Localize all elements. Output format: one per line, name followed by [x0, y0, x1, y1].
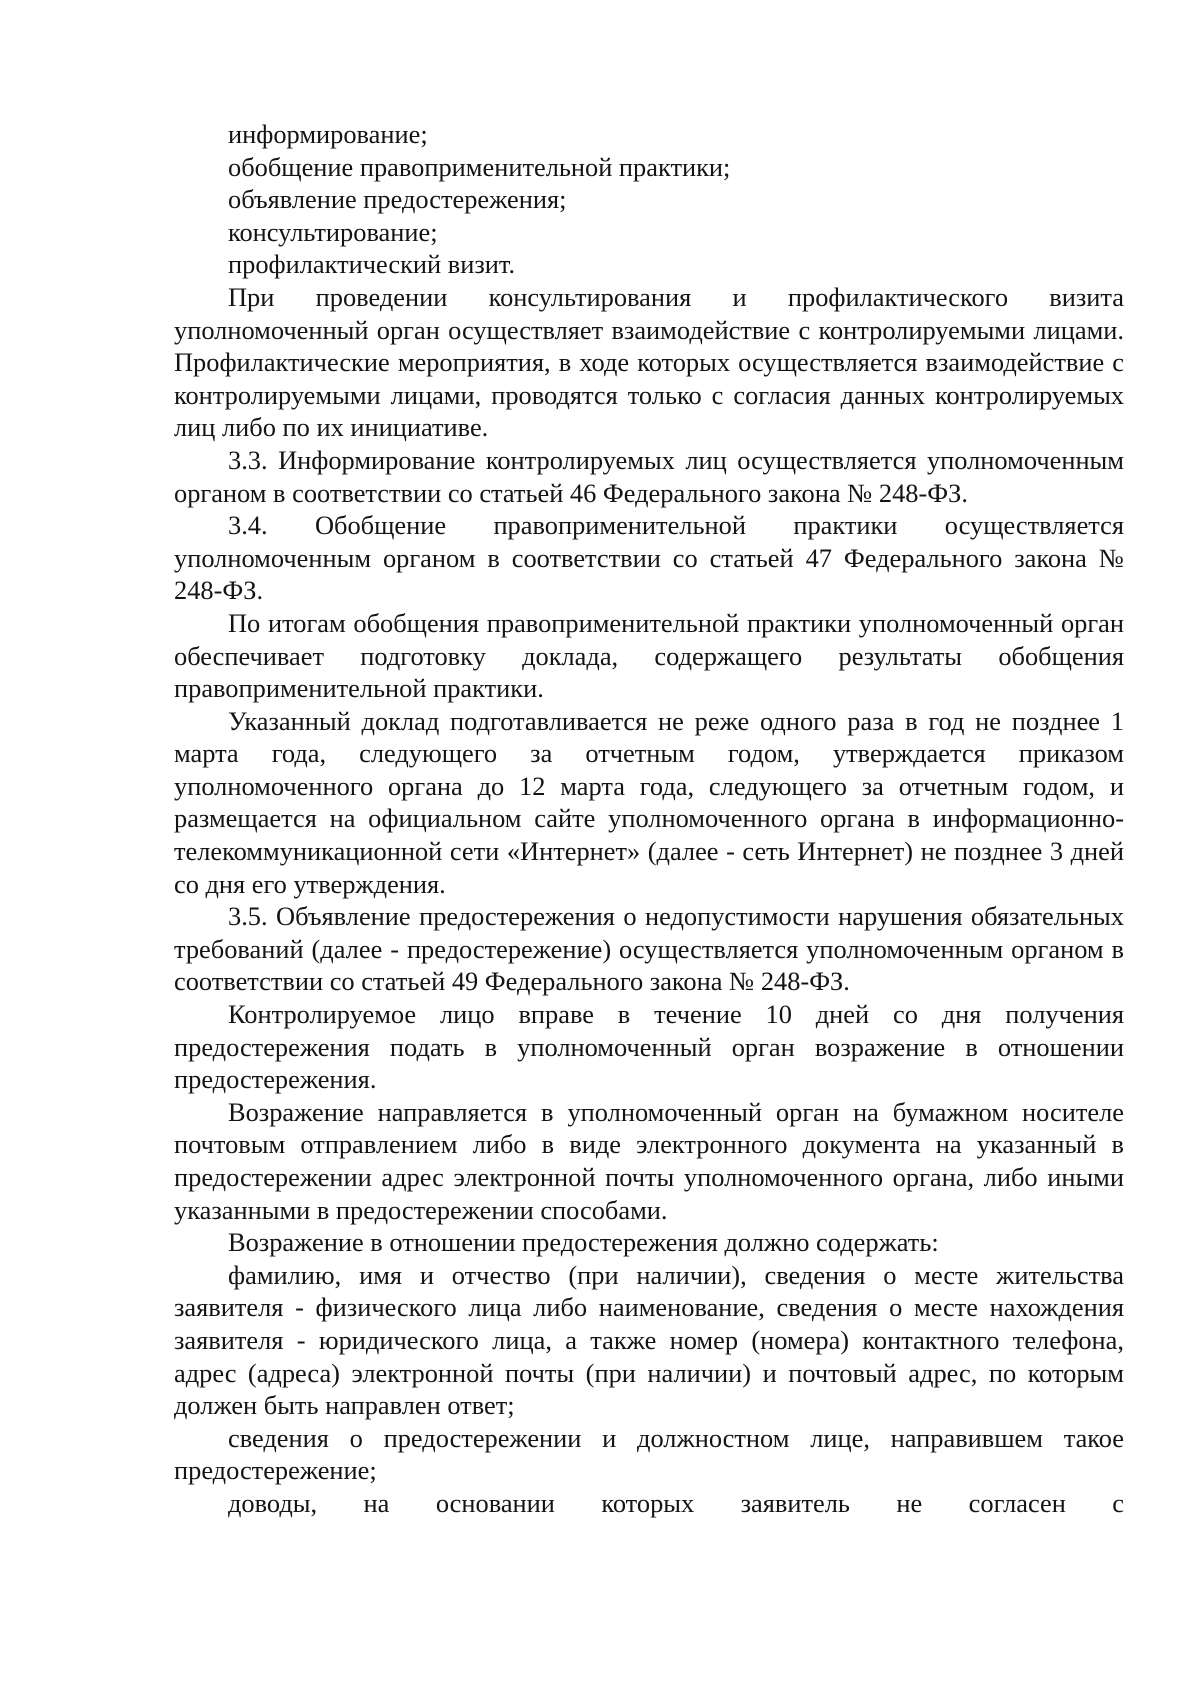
paragraph-3-3: 3.3. Информирование контролируемых лиц осуществляется уполномоченным органом в соответствии со статьей 46 Федерального закона № 248-ФЗ. [174, 444, 1124, 508]
list-item-consulting: консультирование; [228, 216, 438, 247]
paragraph-objection-delivery: Возражение направляется в уполномоченный орган на бумажном носителе почтовым отправлением либо в виде электронного документа на указанный в предостережении адрес электронной почты уполномоченного органа, либо иными указанными в предостережении способами. [174, 1096, 1124, 1225]
paragraph-report: По итогам обобщения правоприменительной практики уполномоченный орган обеспечивает подготовку доклада, содержащего результаты обобщения правоприменительной практики. [174, 607, 1124, 704]
list-item-generalization: обобщение правоприменительной практики; [228, 151, 731, 182]
list-item-warning: объявление предостережения; [228, 184, 567, 215]
paragraph-3-4: 3.4. Обобщение правоприменительной практики осуществляется уполномоченным органом в соответствии со статьей 47 Федерального закона № 248-ФЗ. [174, 510, 1124, 606]
list-item-preventive-visit: профилактический визит. [228, 249, 516, 280]
document-body [174, 118, 1124, 1520]
paragraph-objection-contents: Возражение в отношении предостережения должно содержать: [228, 1227, 939, 1258]
paragraph-interaction: При проведении консультирования и профилактического визита уполномоченный орган осуществляет взаимодействие с контролируемыми лицами. Профилактические мероприятия, в ходе которых осуществляется взаимодействие с контролируемыми лицами, проводятся только с согласия данных контролируемых лиц либо по их инициативе. [174, 281, 1124, 443]
list-item-arguments: доводы, на основании которых заявитель не согласен с [228, 1487, 1124, 1518]
list-item-applicant-details: фамилию, имя и отчество (при наличии), сведения о месте жительства заявителя - физического лица либо наименование, сведения о месте нахождения заявителя - юридического лица, а также номер (номера) контактного телефона, адрес (адреса) электронной почты (при наличии) и почтовый адрес, по которым должен быть направлен ответ; [174, 1259, 1124, 1421]
list-item-informing: информирование; [228, 119, 428, 149]
list-item-warning-details: сведения о предостережении и должностном лице, направившем такое предостережение; [174, 1422, 1124, 1486]
paragraph-objection-right: Контролируемое лицо вправе в течение 10 дней со дня получения предостережения подать в уполномоченный орган возражение в отношении предостережения. [174, 999, 1124, 1095]
paragraph-3-5: 3.5. Объявление предостережения о недопустимости нарушения обязательных требований (далее - предостережение) осуществляется уполномоченным органом в соответствии со статьей 49 Федерального закона № 248-ФЗ. [174, 901, 1124, 997]
paragraph-report-deadline: Указанный доклад подготавливается не реже одного раза в год не позднее 1 марта года, следующего за отчетным годом, утверждается приказом уполномоченного органа до 12 марта года, следующего за отчетным годом, и размещается на официальном сайте уполномоченного органа в информационно-телекоммуникационной сети «Интернет» (далее - сеть Интернет) не позднее 3 дней со дня его утверждения. [174, 705, 1124, 899]
